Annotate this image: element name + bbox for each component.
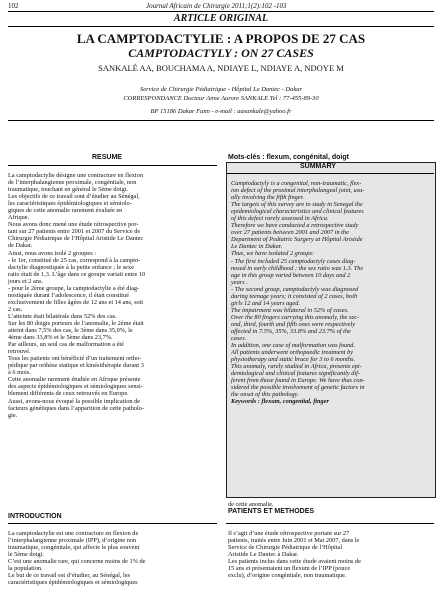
summary-line: girls 12 and 14 years aged. (231, 299, 300, 307)
summary-line: In addition, one case of malformation was found. (231, 342, 356, 350)
resume-line: les caractéristiques épidémiologiques et sémiolo- (8, 200, 132, 208)
introduction-line: La camptodactylie est une contracture en flexion de (8, 530, 139, 537)
resume-line: de Dakar. (8, 242, 33, 250)
affiliation-rule (8, 120, 434, 121)
introduction-line: Le but de ce travail est d’étudier, au Sénégal, les (8, 572, 130, 580)
summary-line: ion defect of the proximal interphalangeal joint, usu- (231, 187, 365, 195)
resume-line: de l’interphalangienne proximale, congénitale, non (8, 179, 137, 187)
resume-line: Aussi, avons-nous évoqué la possible implication de (8, 397, 141, 405)
resume-line: 4ème dans 33,8% et le 5ème dans 23,7%. (8, 334, 113, 342)
resume-line: exclusivement de filles âgées de 12 ans et 14 ans, soit (8, 298, 144, 306)
resume-line: tant sur 27 patients entre 2001 et 2007 du Service de (8, 228, 141, 236)
methods-heading: PATIENTS ET METHODES (228, 508, 315, 515)
summary-line: sidered the possible involvement of genetic factors in (231, 384, 365, 392)
introduction-line: traumatique, congénitale, qui affecte le plus souvent (8, 544, 140, 552)
methods-line: 15 ans et présentaient un flexum de l’IPP (pouce (228, 565, 351, 573)
article-type: ARTICLE ORIGINAL (173, 13, 269, 24)
title-french: LA CAMPTODACTYLIE : A PROPOS DE 27 CAS (76, 31, 366, 46)
methods-rule (226, 523, 434, 524)
summary-line: epidemiological characteristics and clinical features (231, 208, 364, 216)
resume-line: L’atteinte était bilatérale dans 52% des cas. (8, 312, 117, 320)
methods-line: Aristide Le Dantec à Dakar. (228, 551, 299, 559)
correspondence: CORRESPONDANCE Docteur Anne Aurore SANKALE Tel : 77-455-89-30 (123, 95, 319, 102)
summary-line: ally involving the fifth finger. (231, 194, 304, 202)
resume-line: Afrique. (8, 214, 30, 222)
summary-line: demiological and clinical features significantly dif- (231, 370, 361, 378)
resume-line: giques de cette anomalie rarement évaluée en (8, 207, 123, 215)
resume-line: des aspects épidémiologiques et sémiologiques sensi- (8, 383, 143, 391)
summary-line: Thus, we have isolated 2 groups: (231, 250, 315, 258)
resume-line: traumatique, touchant en général le 5ème doigt. (8, 186, 128, 194)
resume-line: Tous les patients ont bénéficié d’un traitement ortho- (8, 355, 142, 363)
summary-line: Department of Pediatric Surgery at Hôpital Aristide (231, 236, 363, 244)
resume-line: à 6 mois. (8, 369, 31, 377)
introduction-line: le 5ème doigt. (8, 551, 44, 559)
resume-line: Nous avons donc mené une étude rétrospective por- (8, 221, 139, 229)
resume-line: - pour le 2ème groupe, la camptodactylie a été diag- (8, 284, 140, 292)
introduction-line: l’interphalangienne proximale (IPP), d’origine non (8, 537, 137, 545)
summary-line: Over the 80 fingers carrying this anomaly, the sec- (231, 313, 360, 321)
resume-line: retrouvé. (8, 348, 31, 356)
summary-line: The targets of this survey are to study in Senegal the (231, 201, 363, 209)
resume-text (8, 172, 218, 419)
header-rule (8, 11, 434, 12)
resume-heading: RESUME (92, 154, 122, 161)
page-number: 102 (8, 2, 19, 10)
summary-line: This anomaly, rarely studied in Africa, presents epi- (231, 363, 362, 371)
methods-line: Les patients inclus dans cette étude avaient moins de (228, 558, 361, 566)
summary-line: cases. (231, 335, 247, 343)
summary-rule (227, 173, 434, 174)
summary-keywords: Keywords : flexum, congenital, finger (231, 398, 329, 406)
introduction-rule (8, 523, 217, 524)
resume-line: atteint dans 7,5% des cas, le 3ème dans 35,0%, le (8, 327, 133, 335)
authors: SANKALÉ AA, BOUCHAMA A, NDIAYE L, NDIAYE A, NDOYE M (98, 63, 344, 73)
resume-line: Par ailleurs, un seul cas de malformation a été (8, 341, 124, 349)
methods-line: Service de Chirurgie Pédiatrique de l’Hôpital (228, 544, 343, 552)
resume-line: ratio était de 1,3. L’âge dans ce groupe variait entre 10 (8, 270, 146, 278)
introduction-line: caractéristiques épidémiologiques et sémiologiques (8, 579, 138, 587)
resume-line: Chirurgie Pédiatrique de l’Hôpital Aristide Le Dantec (8, 235, 144, 243)
resume-line: 2 cas. (8, 305, 23, 313)
summary-line: Le Dantec in Dakar. (231, 243, 283, 251)
summary-line: affected in 7.5%, 35%, 33.8% and 23.7% of the (231, 327, 351, 335)
summary-text (231, 180, 433, 406)
title-rule (8, 26, 434, 27)
resume-line: La camptodactylie désigne une contracture en flexion (8, 172, 143, 179)
summary-line: years . (231, 278, 248, 286)
resume-line: - le 1er, constitué de 25 cas, correspond à la campto- (8, 256, 141, 264)
resume-line: facteurs génétiques dans l’apparition de cette patholo- (8, 404, 145, 412)
methods-text (228, 530, 434, 579)
resume-line: Ainsi, nous avons isolé 2 groupes : (8, 249, 96, 257)
methods-line: exclu), d’origine congénitale, non traumatique. (228, 572, 347, 580)
summary-line: over 27 patients between 2001 and 2007 in the (231, 229, 349, 237)
resume-line: blement différents de ceux retrouvés en Europe. (8, 390, 129, 398)
title-english: CAMPTODACTYLY : ON 27 CASES (128, 46, 314, 60)
journal-citation: Journal Africain de Chirurgie 2011;1(2):102 -103 (146, 2, 287, 10)
summary-line: of this defect rarely assessed in Africa. (231, 215, 329, 223)
resume-line: gie. (8, 411, 18, 419)
summary-line: - The second group, camptodactyly was diagnosed (231, 285, 359, 293)
methods-carryover: de cette anomalie. (228, 501, 274, 508)
resume-line: Sur les 80 doigts porteurs de l’anomalie, le 2ème était (8, 319, 144, 327)
resume-rule (8, 165, 217, 166)
summary-line: the onset of this pathology. (231, 391, 299, 399)
postal-and-email: BP 15186 Dakar Fann - e-mail : aasankale@yahoo.fr (150, 108, 292, 115)
summary-line: - The first included 25 camptodactyly cases diag- (231, 257, 356, 265)
summary-line: age in this group varied between 10 days and 2 (231, 271, 351, 279)
summary-heading: SUMMARY (300, 163, 336, 170)
resume-line: pédique par orthèse statique et kinésithérapie durant 3 (8, 362, 144, 370)
resume-line: jours et 2 ans. (8, 277, 43, 285)
resume-line: nostiquée durant l’adolescence, il était constitué (8, 291, 129, 299)
resume-line: dactylie diagnostiquée à la petite enfance ; le sexe (8, 263, 134, 271)
resume-line: Cette anomalie rarement étudiée en Afrique présente (8, 376, 141, 384)
introduction-heading: INTRODUCTION (8, 513, 62, 520)
summary-line: The impairment was bilateral in 52% of cases. (231, 306, 349, 314)
summary-line: during teenage years; it consisted of 2 cases, both (231, 292, 358, 300)
introduction-text (8, 530, 218, 586)
affiliation-service: Service de Chirurgie Pédiatrique - Hôpital Le Dantec - Dakar (139, 86, 303, 93)
introduction-line: C’est une anomalie rare, qui concerne moins de 1% de (8, 558, 146, 566)
methods-line: patients, traités entre Juin 2001 et Mai 2007, dans le (228, 537, 360, 545)
summary-line: Camptodactyly is a congenital, non-traumatic, flex- (231, 180, 362, 187)
summary-line: physiotherapy and static brace for 3 to 6 months. (231, 356, 356, 364)
summary-line: nosed in early childhood ; the sex ratio was 1.3. The (231, 264, 364, 272)
summary-line: ferent from those found in Europe. We have thus con- (231, 377, 365, 385)
introduction-line: la population. (8, 565, 43, 573)
summary-line: Therefore we have conducted a retrospective study (231, 222, 359, 230)
methods-line: Il s’agit d’une étude rétrospective portant sur 27 (228, 530, 350, 537)
resume-line: Les objectifs de ce travail sont d’étudier au Sénégal, (8, 193, 140, 201)
summary-line: All patients underwent orthopaedic treatment by (231, 349, 354, 357)
keywords-french: Mots-clés : flexum, congénital, doigt (228, 154, 349, 161)
summary-line: ond, third, fourth and fifth ones were respectively (231, 320, 355, 328)
